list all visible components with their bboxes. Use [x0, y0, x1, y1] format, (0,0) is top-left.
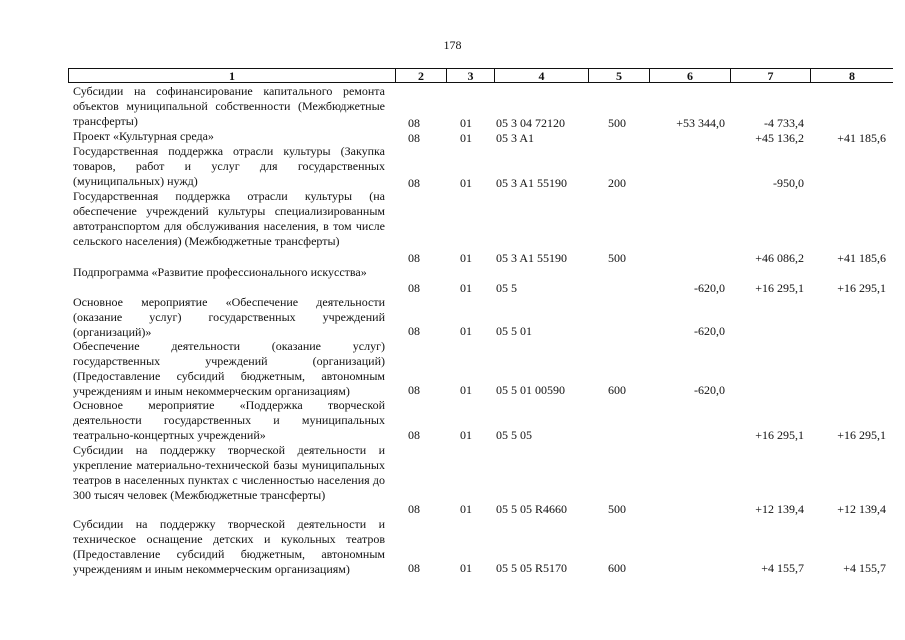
header-col-6: 6: [649, 68, 730, 83]
cell-col7: +4 155,7: [761, 561, 804, 575]
cell-col6: -620,0: [694, 281, 725, 295]
cell-col6: -620,0: [694, 383, 725, 397]
row-description: Основное мероприятие «Обеспечение деятельности (оказание услуг) государственных учреждений (организаций)»: [73, 295, 385, 339]
cell-col7: -950,0: [773, 176, 804, 190]
cell-subsection: 01: [460, 116, 472, 130]
cell-col6: -620,0: [694, 324, 725, 338]
cell-section: 08: [408, 502, 420, 516]
cell-target-article: 05 3 A1: [496, 131, 535, 145]
cell-subsection: 01: [460, 176, 472, 190]
cell-target-article: 05 3 A1 55190: [496, 251, 568, 265]
cell-expense-type: 500: [608, 116, 626, 130]
table-header: [68, 68, 893, 84]
cell-subsection: 01: [460, 324, 472, 338]
cell-target-article: 05 5 05 R5170: [496, 561, 568, 575]
cell-target-article: 05 5 05: [496, 428, 532, 442]
header-col-4: 4: [494, 68, 588, 83]
cell-subsection: 01: [460, 131, 472, 145]
cell-target-article: 05 3 A1 55190: [496, 176, 568, 190]
cell-section: 08: [408, 116, 420, 130]
header-col-8: 8: [810, 68, 893, 83]
header-col-2: 2: [395, 68, 446, 83]
cell-target-article: 05 5 01 00590: [496, 383, 565, 397]
row-description: Субсидии на поддержку творческой деятельности и техническое оснащение детских и кукольных театров (Предоставление субсидий бюджетным, автономным учреждениям и иным некоммерческим организациям): [73, 517, 385, 576]
cell-section: 08: [408, 324, 420, 338]
row-description: Обеспечение деятельности (оказание услуг) государственных учреждений (организаций) (Предоставление субсидий бюджетным, автономным учреждениям и иным некоммерческим организациям): [73, 339, 385, 398]
row-description: Субсидии на софинансирование капитального ремонта объектов муниципальной собственности (Межбюджетные трансферты): [73, 84, 385, 128]
cell-subsection: 01: [460, 383, 472, 397]
cell-col8: +41 185,6: [837, 131, 886, 145]
cell-subsection: 01: [460, 281, 472, 295]
cell-target-article: 05 3 04 72120: [496, 116, 565, 130]
cell-section: 08: [408, 428, 420, 442]
header-col-3: 3: [446, 68, 494, 83]
cell-subsection: 01: [460, 502, 472, 516]
row-description: Государственная поддержка отрасли культуры (Закупка товаров, работ и услуг для государственных (муниципальных) нужд): [73, 144, 385, 188]
header-col-5: 5: [588, 68, 649, 83]
row-description: Подпрограмма «Развитие профессионального искусства»: [73, 265, 367, 279]
cell-col8: +4 155,7: [843, 561, 886, 575]
cell-subsection: 01: [460, 561, 472, 575]
cell-expense-type: 500: [608, 251, 626, 265]
cell-col7: -4 733,4: [764, 116, 804, 130]
cell-col7: +45 136,2: [755, 131, 804, 145]
row-description: Субсидии на поддержку творческой деятельности и укрепление материально-технической базы муниципальных театров в населенных пунктах с численностью населения до 300 тысяч человек (Межбюджетные трансферты): [73, 443, 385, 502]
header-col-7: 7: [730, 68, 810, 83]
header-col-1: 1: [68, 68, 395, 83]
row-description: Основное мероприятие «Поддержка творческой деятельности государственных и муниципальных театрально-концертных учреждений»: [73, 398, 385, 442]
cell-col8: +12 139,4: [837, 502, 886, 516]
cell-col8: +41 185,6: [837, 251, 886, 265]
cell-subsection: 01: [460, 251, 472, 265]
cell-target-article: 05 5 05 R4660: [496, 502, 568, 516]
cell-col7: +16 295,1: [755, 428, 804, 442]
cell-col7: +46 086,2: [755, 251, 804, 265]
cell-col7: +16 295,1: [755, 281, 804, 295]
cell-expense-type: 600: [608, 561, 626, 575]
cell-col8: +16 295,1: [837, 428, 886, 442]
cell-col8: +16 295,1: [837, 281, 886, 295]
cell-expense-type: 200: [608, 176, 626, 190]
cell-expense-type: 600: [608, 383, 626, 397]
cell-section: 08: [408, 176, 420, 190]
row-description: Государственная поддержка отрасли культуры (на обеспечение учреждений культуры специализированным автотранспортом для обслуживания населения, в том числе сельского населения) (Межбюджетные трансферты): [73, 189, 385, 248]
cell-col6: +53 344,0: [676, 116, 725, 130]
cell-section: 08: [408, 281, 420, 295]
cell-section: 08: [408, 131, 420, 145]
cell-subsection: 01: [460, 428, 472, 442]
cell-section: 08: [408, 383, 420, 397]
cell-target-article: 05 5: [496, 281, 517, 295]
cell-section: 08: [408, 561, 420, 575]
cell-section: 08: [408, 251, 420, 265]
cell-target-article: 05 5 01: [496, 324, 532, 338]
page-number: 178: [443, 38, 462, 52]
cell-expense-type: 500: [608, 502, 626, 516]
cell-col7: +12 139,4: [755, 502, 804, 516]
row-description: Проект «Культурная среда»: [73, 129, 214, 143]
